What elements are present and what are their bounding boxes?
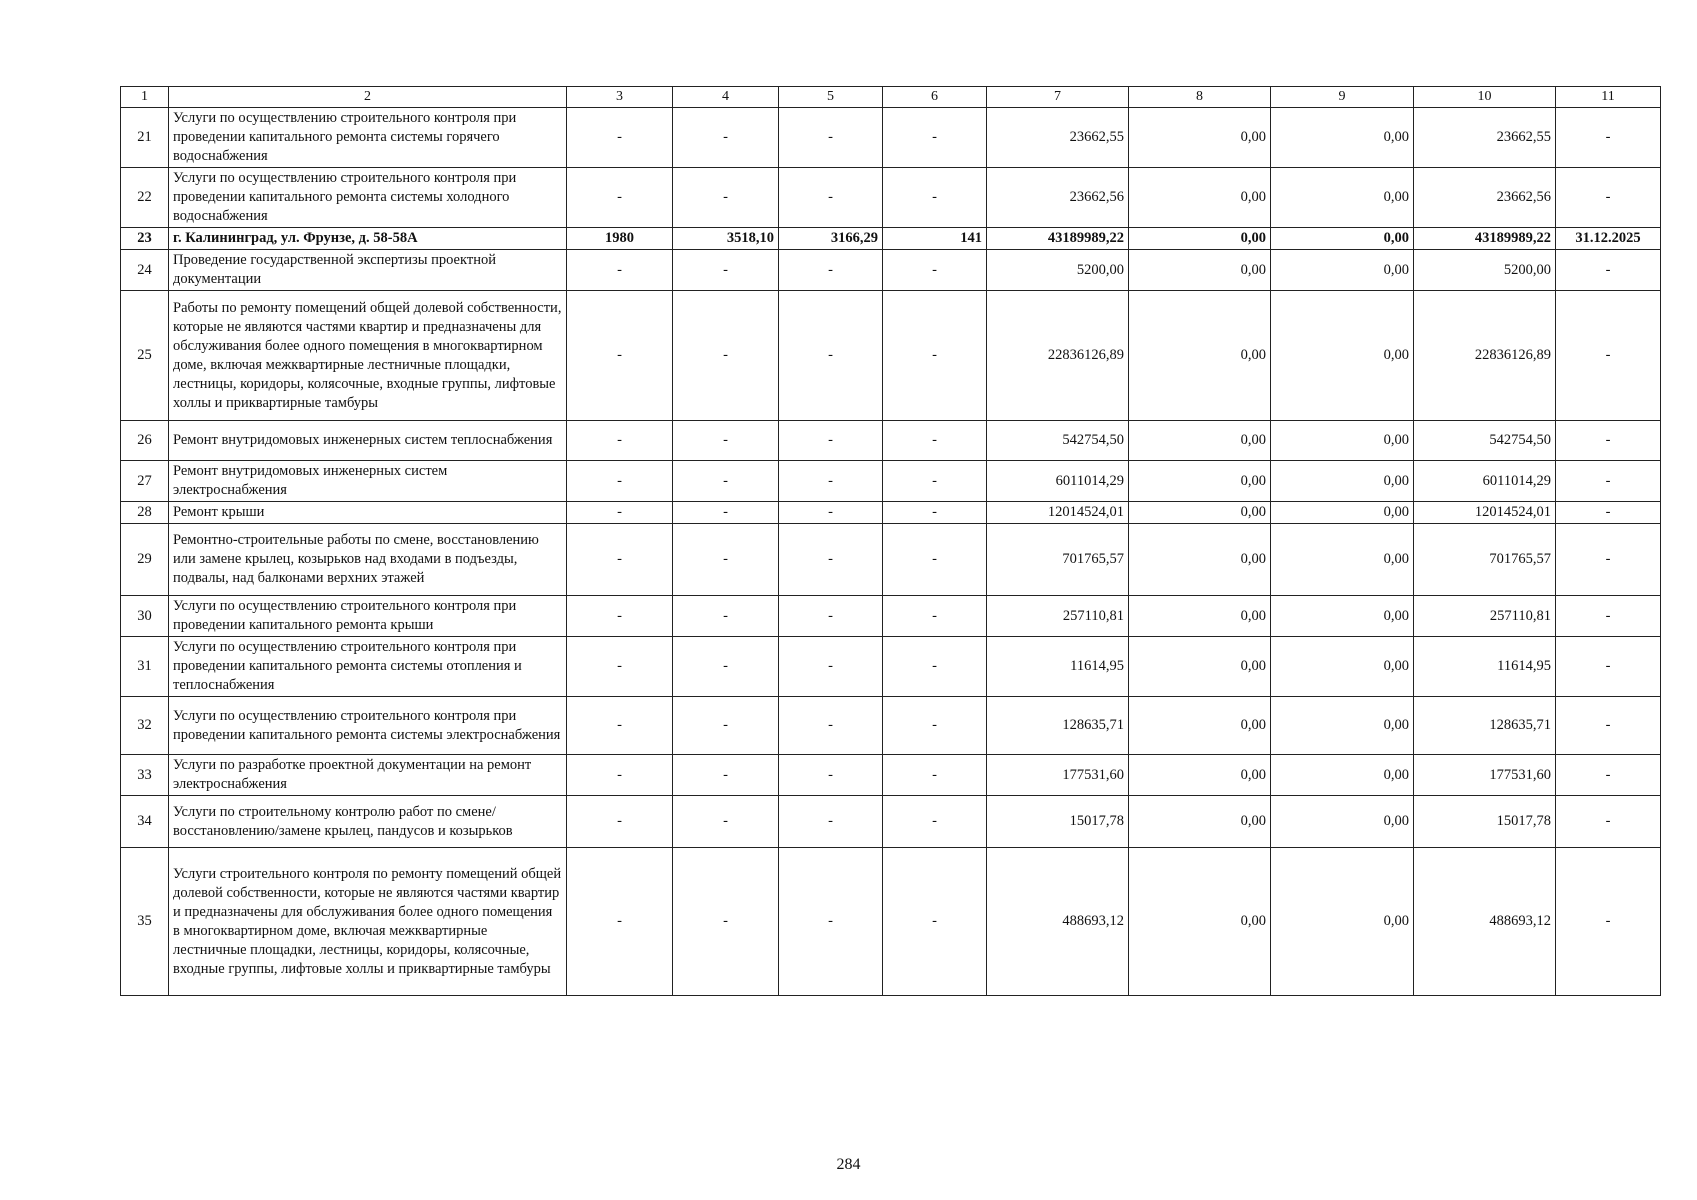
row-number: 34 xyxy=(121,796,169,848)
cell-col-3: - xyxy=(567,291,673,421)
cell-col-6: - xyxy=(883,461,987,502)
cell-col-8: 0,00 xyxy=(1129,108,1271,168)
cell-col-6: - xyxy=(883,421,987,461)
cell-col-3: - xyxy=(567,524,673,596)
table-row xyxy=(121,291,1661,421)
cell-col-7: 11614,95 xyxy=(987,637,1129,697)
cell-col-11: - xyxy=(1556,697,1661,755)
cell-col-8: 0,00 xyxy=(1129,421,1271,461)
cell-col-6: - xyxy=(883,250,987,291)
cell-col-3: - xyxy=(567,108,673,168)
cell-col-5: - xyxy=(779,755,883,796)
cell-col-11: - xyxy=(1556,796,1661,848)
cell-col-6: - xyxy=(883,168,987,228)
cell-col-10: 542754,50 xyxy=(1414,421,1556,461)
column-number: 2 xyxy=(169,87,567,108)
cell-col-6: - xyxy=(883,108,987,168)
cell-col-11: - xyxy=(1556,755,1661,796)
cell-col-11: - xyxy=(1556,524,1661,596)
column-number: 5 xyxy=(779,87,883,108)
row-number: 32 xyxy=(121,697,169,755)
cell-col-11: - xyxy=(1556,168,1661,228)
cell-col-4: - xyxy=(673,168,779,228)
cell-col-4: - xyxy=(673,697,779,755)
table-row xyxy=(121,755,1661,796)
cell-col-8: 0,00 xyxy=(1129,461,1271,502)
cell-col-3: - xyxy=(567,637,673,697)
page-number: 284 xyxy=(836,1156,861,1173)
cell-col-3: - xyxy=(567,250,673,291)
cell-col-6: 141 xyxy=(883,228,987,250)
work-description: Ремонт внутридомовых инженерных систем электроснабжения xyxy=(169,461,567,502)
cell-col-8: 0,00 xyxy=(1129,796,1271,848)
cell-col-4: - xyxy=(673,637,779,697)
cell-col-6: - xyxy=(883,755,987,796)
cell-col-9: 0,00 xyxy=(1271,796,1414,848)
cell-col-4: 3518,10 xyxy=(673,228,779,250)
row-number: 29 xyxy=(121,524,169,596)
row-number: 21 xyxy=(121,108,169,168)
cell-col-9: 0,00 xyxy=(1271,461,1414,502)
row-number: 24 xyxy=(121,250,169,291)
cell-col-5: 3166,29 xyxy=(779,228,883,250)
works-table xyxy=(120,86,1661,996)
cell-col-11: 31.12.2025 xyxy=(1556,228,1661,250)
cell-col-6: - xyxy=(883,502,987,524)
work-description: Проведение государственной экспертизы проектной документации xyxy=(169,250,567,291)
cell-col-7: 488693,12 xyxy=(987,848,1129,996)
cell-col-3: - xyxy=(567,596,673,637)
column-number: 8 xyxy=(1129,87,1271,108)
cell-col-6: - xyxy=(883,796,987,848)
cell-col-4: - xyxy=(673,596,779,637)
column-number-row xyxy=(121,87,1661,108)
column-number: 7 xyxy=(987,87,1129,108)
cell-col-9: 0,00 xyxy=(1271,596,1414,637)
table-row xyxy=(121,502,1661,524)
cell-col-7: 128635,71 xyxy=(987,697,1129,755)
work-description: Работы по ремонту помещений общей долевой собственности, которые не являются частями квартир и предназначены для обслуживания более одного помещения в многоквартирном доме, включая межквартирные лестничные площадки, лестницы, коридоры, колясочные, входные группы, лифтовые холлы и приквартирные тамбуры xyxy=(169,291,567,421)
cell-col-4: - xyxy=(673,524,779,596)
cell-col-9: 0,00 xyxy=(1271,502,1414,524)
table-row xyxy=(121,637,1661,697)
cell-col-10: 12014524,01 xyxy=(1414,502,1556,524)
cell-col-3: - xyxy=(567,461,673,502)
column-number: 11 xyxy=(1556,87,1661,108)
work-description: Услуги по строительному контролю работ по смене/восстановлению/замене крылец, пандусов и козырьков xyxy=(169,796,567,848)
cell-col-5: - xyxy=(779,421,883,461)
cell-col-5: - xyxy=(779,796,883,848)
cell-col-6: - xyxy=(883,848,987,996)
cell-col-11: - xyxy=(1556,502,1661,524)
cell-col-5: - xyxy=(779,637,883,697)
row-number: 27 xyxy=(121,461,169,502)
cell-col-5: - xyxy=(779,108,883,168)
cell-col-11: - xyxy=(1556,108,1661,168)
cell-col-4: - xyxy=(673,796,779,848)
row-number: 33 xyxy=(121,755,169,796)
cell-col-5: - xyxy=(779,168,883,228)
cell-col-10: 43189989,22 xyxy=(1414,228,1556,250)
cell-col-8: 0,00 xyxy=(1129,524,1271,596)
cell-col-9: 0,00 xyxy=(1271,697,1414,755)
cell-col-10: 701765,57 xyxy=(1414,524,1556,596)
cell-col-8: 0,00 xyxy=(1129,697,1271,755)
work-description: Услуги по осуществлению строительного контроля при проведении капитального ремонта крыши xyxy=(169,596,567,637)
cell-col-4: - xyxy=(673,755,779,796)
cell-col-8: 0,00 xyxy=(1129,637,1271,697)
row-number: 30 xyxy=(121,596,169,637)
cell-col-10: 23662,55 xyxy=(1414,108,1556,168)
cell-col-10: 177531,60 xyxy=(1414,755,1556,796)
cell-col-4: - xyxy=(673,421,779,461)
cell-col-3: - xyxy=(567,848,673,996)
cell-col-7: 6011014,29 xyxy=(987,461,1129,502)
row-number: 26 xyxy=(121,421,169,461)
cell-col-6: - xyxy=(883,596,987,637)
column-number: 9 xyxy=(1271,87,1414,108)
cell-col-4: - xyxy=(673,502,779,524)
row-number: 35 xyxy=(121,848,169,996)
cell-col-4: - xyxy=(673,848,779,996)
table-row xyxy=(121,461,1661,502)
cell-col-3: - xyxy=(567,755,673,796)
cell-col-4: - xyxy=(673,250,779,291)
cell-col-11: - xyxy=(1556,596,1661,637)
cell-col-5: - xyxy=(779,502,883,524)
cell-col-11: - xyxy=(1556,637,1661,697)
cell-col-8: 0,00 xyxy=(1129,596,1271,637)
cell-col-7: 12014524,01 xyxy=(987,502,1129,524)
cell-col-10: 5200,00 xyxy=(1414,250,1556,291)
cell-col-10: 128635,71 xyxy=(1414,697,1556,755)
cell-col-10: 6011014,29 xyxy=(1414,461,1556,502)
cell-col-3: 1980 xyxy=(567,228,673,250)
work-description: Услуги по разработке проектной документации на ремонт электроснабжения xyxy=(169,755,567,796)
table-row xyxy=(121,796,1661,848)
work-description: Услуги строительного контроля по ремонту помещений общей долевой собственности, которые не являются частями квартир и предназначены для обслуживания более одного помещения в многоквартирном доме, включая межквартирные лестничные площадки, лестницы, коридоры, колясочные, входные группы, лифтовые холлы и приквартирные тамбуры xyxy=(169,848,567,996)
cell-col-3: - xyxy=(567,168,673,228)
cell-col-9: 0,00 xyxy=(1271,755,1414,796)
cell-col-7: 701765,57 xyxy=(987,524,1129,596)
cell-col-11: - xyxy=(1556,848,1661,996)
cell-col-9: 0,00 xyxy=(1271,228,1414,250)
cell-col-7: 22836126,89 xyxy=(987,291,1129,421)
cell-col-7: 23662,56 xyxy=(987,168,1129,228)
work-description: Услуги по осуществлению строительного контроля при проведении капитального ремонта системы горячего водоснабжения xyxy=(169,108,567,168)
cell-col-4: - xyxy=(673,108,779,168)
cell-col-7: 5200,00 xyxy=(987,250,1129,291)
work-description: Ремонтно-строительные работы по смене, восстановлению или замене крылец, козырьков над входами в подъезды, подвалы, над балконами верхних этажей xyxy=(169,524,567,596)
work-description: Ремонт внутридомовых инженерных систем теплоснабжения xyxy=(169,421,567,461)
cell-col-3: - xyxy=(567,421,673,461)
cell-col-6: - xyxy=(883,291,987,421)
cell-col-9: 0,00 xyxy=(1271,848,1414,996)
cell-col-7: 23662,55 xyxy=(987,108,1129,168)
cell-col-11: - xyxy=(1556,421,1661,461)
work-description: Услуги по осуществлению строительного контроля при проведении капитального ремонта системы отопления и теплоснабжения xyxy=(169,637,567,697)
table-row xyxy=(121,524,1661,596)
column-number: 10 xyxy=(1414,87,1556,108)
cell-col-9: 0,00 xyxy=(1271,291,1414,421)
table-row xyxy=(121,168,1661,228)
cell-col-8: 0,00 xyxy=(1129,228,1271,250)
cell-col-7: 43189989,22 xyxy=(987,228,1129,250)
cell-col-6: - xyxy=(883,637,987,697)
cell-col-8: 0,00 xyxy=(1129,291,1271,421)
table-row xyxy=(121,697,1661,755)
column-number: 3 xyxy=(567,87,673,108)
cell-col-6: - xyxy=(883,524,987,596)
column-number: 4 xyxy=(673,87,779,108)
cell-col-9: 0,00 xyxy=(1271,524,1414,596)
row-number: 28 xyxy=(121,502,169,524)
table-row xyxy=(121,421,1661,461)
table-row xyxy=(121,848,1661,996)
cell-col-8: 0,00 xyxy=(1129,755,1271,796)
cell-col-9: 0,00 xyxy=(1271,168,1414,228)
column-number: 6 xyxy=(883,87,987,108)
cell-col-8: 0,00 xyxy=(1129,502,1271,524)
work-description: Услуги по осуществлению строительного контроля при проведении капитального ремонта системы холодного водоснабжения xyxy=(169,168,567,228)
cell-col-10: 15017,78 xyxy=(1414,796,1556,848)
cell-col-9: 0,00 xyxy=(1271,108,1414,168)
cell-col-10: 488693,12 xyxy=(1414,848,1556,996)
cell-col-7: 177531,60 xyxy=(987,755,1129,796)
table-row xyxy=(121,596,1661,637)
row-number: 25 xyxy=(121,291,169,421)
cell-col-4: - xyxy=(673,291,779,421)
cell-col-5: - xyxy=(779,291,883,421)
document-sheet xyxy=(120,86,1660,996)
cell-col-11: - xyxy=(1556,250,1661,291)
table-body xyxy=(121,87,1661,996)
cell-col-4: - xyxy=(673,461,779,502)
cell-col-10: 11614,95 xyxy=(1414,637,1556,697)
table-row xyxy=(121,108,1661,168)
cell-col-3: - xyxy=(567,796,673,848)
cell-col-8: 0,00 xyxy=(1129,250,1271,291)
cell-col-9: 0,00 xyxy=(1271,421,1414,461)
cell-col-11: - xyxy=(1556,291,1661,421)
cell-col-9: 0,00 xyxy=(1271,637,1414,697)
table-row xyxy=(121,228,1661,250)
cell-col-3: - xyxy=(567,697,673,755)
cell-col-10: 22836126,89 xyxy=(1414,291,1556,421)
cell-col-10: 257110,81 xyxy=(1414,596,1556,637)
cell-col-8: 0,00 xyxy=(1129,848,1271,996)
cell-col-5: - xyxy=(779,461,883,502)
work-description: г. Калининград, ул. Фрунзе, д. 58-58А xyxy=(169,228,567,250)
cell-col-5: - xyxy=(779,697,883,755)
cell-col-7: 257110,81 xyxy=(987,596,1129,637)
cell-col-10: 23662,56 xyxy=(1414,168,1556,228)
column-number: 1 xyxy=(121,87,169,108)
work-description: Услуги по осуществлению строительного контроля при проведении капитального ремонта системы электроснабжения xyxy=(169,697,567,755)
cell-col-5: - xyxy=(779,848,883,996)
cell-col-9: 0,00 xyxy=(1271,250,1414,291)
work-description: Ремонт крыши xyxy=(169,502,567,524)
row-number: 31 xyxy=(121,637,169,697)
cell-col-7: 542754,50 xyxy=(987,421,1129,461)
cell-col-5: - xyxy=(779,250,883,291)
row-number: 23 xyxy=(121,228,169,250)
cell-col-6: - xyxy=(883,697,987,755)
cell-col-5: - xyxy=(779,524,883,596)
cell-col-5: - xyxy=(779,596,883,637)
row-number: 22 xyxy=(121,168,169,228)
table-row xyxy=(121,250,1661,291)
cell-col-11: - xyxy=(1556,461,1661,502)
cell-col-3: - xyxy=(567,502,673,524)
cell-col-7: 15017,78 xyxy=(987,796,1129,848)
cell-col-8: 0,00 xyxy=(1129,168,1271,228)
